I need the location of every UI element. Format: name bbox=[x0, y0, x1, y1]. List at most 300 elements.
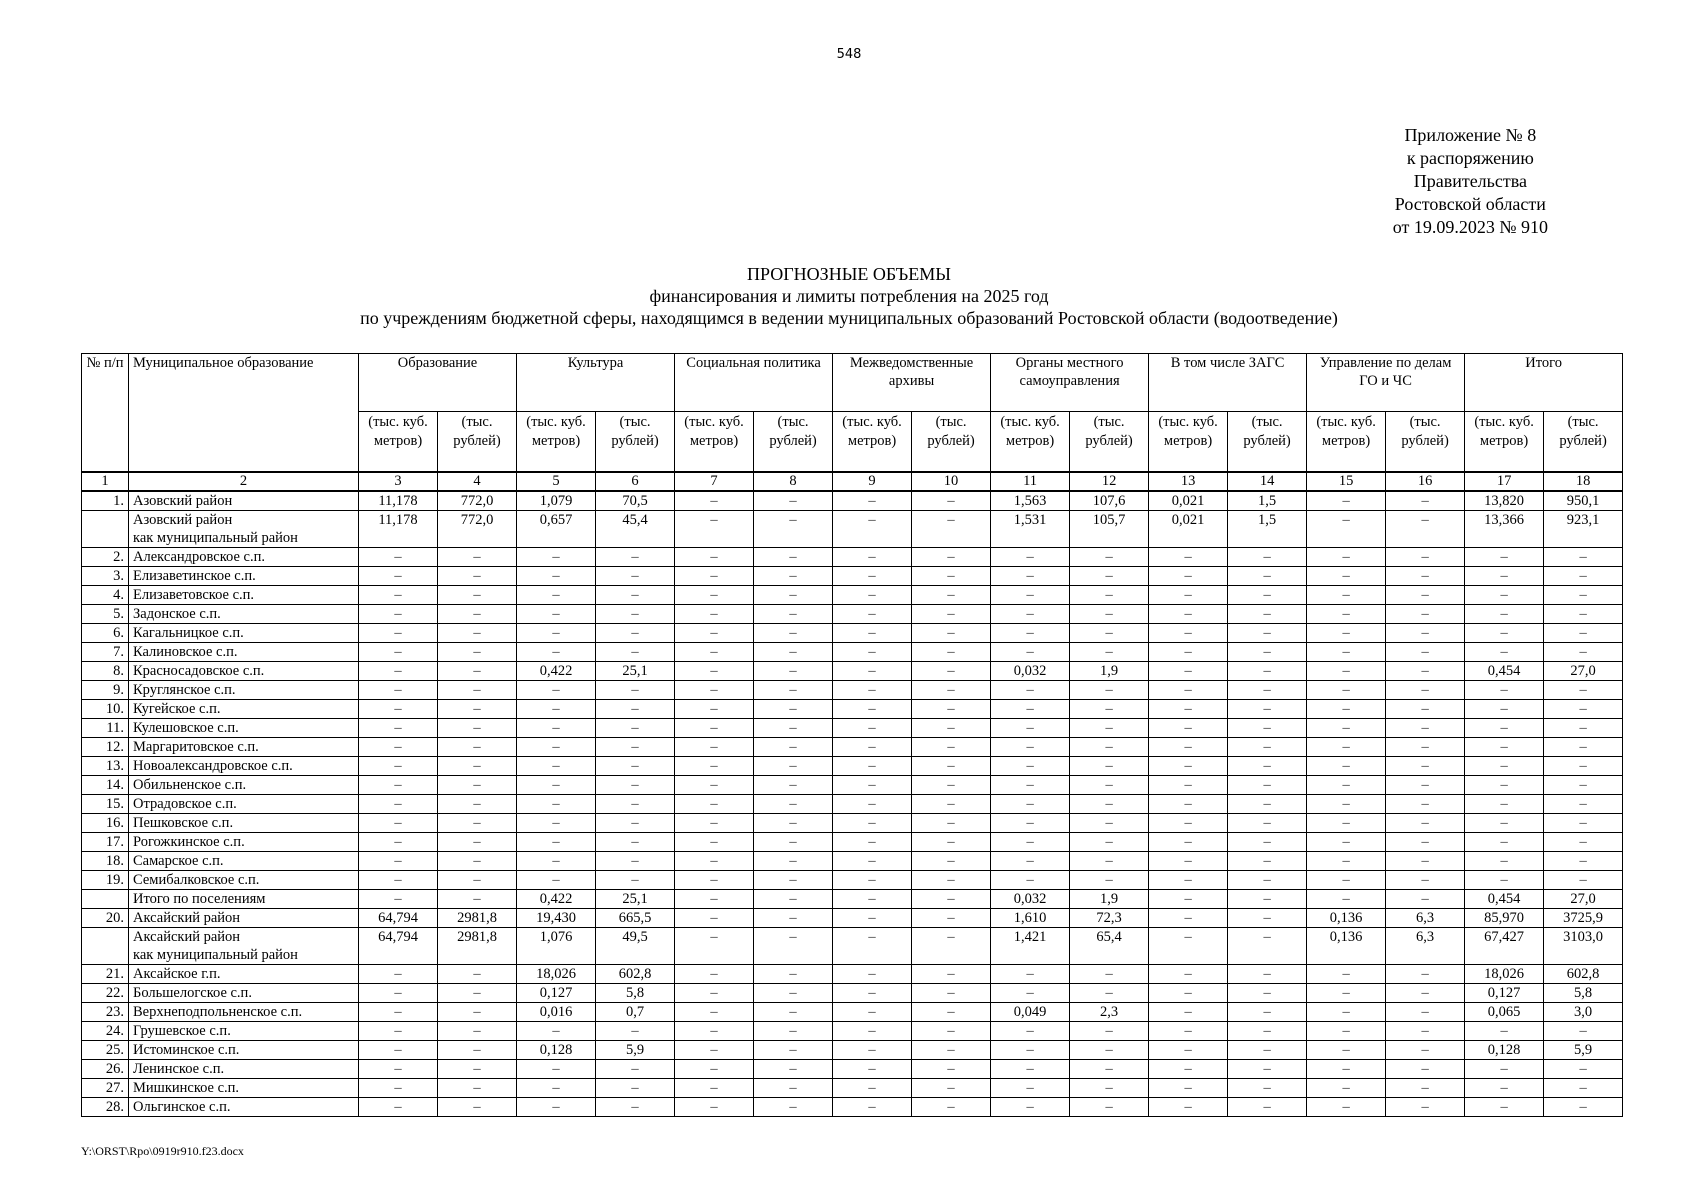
value-cell: – bbox=[675, 794, 754, 813]
value-cell: – bbox=[833, 832, 912, 851]
value-cell: 67,427 bbox=[1465, 927, 1544, 964]
value-cell: – bbox=[833, 661, 912, 680]
value-cell: 5,9 bbox=[596, 1040, 675, 1059]
row-number: 14. bbox=[82, 775, 129, 794]
header-group: Культура bbox=[517, 354, 675, 412]
value-cell: – bbox=[754, 1002, 833, 1021]
value-cell: – bbox=[833, 964, 912, 983]
header-municipality: Муниципальное образование bbox=[129, 354, 359, 472]
value-cell: – bbox=[912, 794, 991, 813]
value-cell: 6,3 bbox=[1386, 927, 1465, 964]
value-cell: – bbox=[359, 661, 438, 680]
value-cell: – bbox=[1544, 642, 1623, 661]
value-cell: – bbox=[1307, 983, 1386, 1002]
value-cell: – bbox=[517, 1097, 596, 1116]
value-cell: – bbox=[596, 718, 675, 737]
value-cell: 105,7 bbox=[1070, 510, 1149, 547]
value-cell: – bbox=[1070, 813, 1149, 832]
value-cell: – bbox=[359, 964, 438, 983]
value-cell: – bbox=[1544, 756, 1623, 775]
value-cell: – bbox=[596, 1078, 675, 1097]
value-cell: 107,6 bbox=[1070, 491, 1149, 511]
value-cell: – bbox=[912, 1097, 991, 1116]
value-cell: – bbox=[1228, 623, 1307, 642]
value-cell: – bbox=[1149, 983, 1228, 1002]
row-number: 27. bbox=[82, 1078, 129, 1097]
value-cell: – bbox=[596, 832, 675, 851]
value-cell: – bbox=[833, 889, 912, 908]
value-cell: – bbox=[1228, 1097, 1307, 1116]
column-number: 17 bbox=[1465, 472, 1544, 491]
value-cell: – bbox=[1070, 623, 1149, 642]
value-cell: – bbox=[991, 1097, 1070, 1116]
value-cell: – bbox=[1149, 1040, 1228, 1059]
value-cell: – bbox=[1149, 927, 1228, 964]
value-cell: – bbox=[1149, 737, 1228, 756]
table-row bbox=[82, 1097, 1623, 1116]
value-cell: – bbox=[1386, 737, 1465, 756]
value-cell: – bbox=[1228, 870, 1307, 889]
appendix-line: Правительства bbox=[1413, 171, 1527, 191]
municipality-name bbox=[129, 851, 359, 870]
column-number: 3 bbox=[359, 472, 438, 491]
value-cell: – bbox=[1307, 889, 1386, 908]
value-cell: 18,026 bbox=[517, 964, 596, 983]
value-cell: – bbox=[912, 908, 991, 927]
value-cell: – bbox=[1228, 813, 1307, 832]
value-cell: – bbox=[438, 832, 517, 851]
municipality-name-line: Аксайский район bbox=[133, 909, 241, 926]
value-cell: – bbox=[1228, 1040, 1307, 1059]
value-cell: – bbox=[1386, 661, 1465, 680]
value-cell: – bbox=[754, 585, 833, 604]
value-cell: – bbox=[1544, 870, 1623, 889]
value-cell: – bbox=[1386, 623, 1465, 642]
value-cell: – bbox=[517, 794, 596, 813]
municipality-name-line: Кулешовское с.п. bbox=[133, 719, 239, 736]
value-cell: – bbox=[754, 851, 833, 870]
value-cell: – bbox=[675, 510, 754, 547]
value-cell: – bbox=[675, 585, 754, 604]
row-number: 20. bbox=[82, 908, 129, 927]
value-cell: – bbox=[1307, 756, 1386, 775]
value-cell: – bbox=[675, 813, 754, 832]
value-cell: – bbox=[833, 699, 912, 718]
row-number: 3. bbox=[82, 566, 129, 585]
appendix-line: от 19.09.2023 № 910 bbox=[1392, 217, 1548, 237]
value-cell: – bbox=[1070, 585, 1149, 604]
column-number: 15 bbox=[1307, 472, 1386, 491]
value-cell: – bbox=[517, 642, 596, 661]
value-cell: – bbox=[991, 642, 1070, 661]
value-cell: – bbox=[754, 642, 833, 661]
value-cell: – bbox=[596, 566, 675, 585]
value-cell: – bbox=[359, 566, 438, 585]
value-cell: – bbox=[359, 1078, 438, 1097]
value-cell: – bbox=[359, 718, 438, 737]
value-cell: – bbox=[438, 661, 517, 680]
table-row bbox=[82, 983, 1623, 1002]
row-number: 6. bbox=[82, 623, 129, 642]
value-cell: – bbox=[1307, 1021, 1386, 1040]
value-cell: 85,970 bbox=[1465, 908, 1544, 927]
value-cell: – bbox=[359, 1002, 438, 1021]
value-cell: – bbox=[1070, 680, 1149, 699]
value-cell: – bbox=[596, 1021, 675, 1040]
value-cell: – bbox=[1544, 813, 1623, 832]
value-cell: – bbox=[991, 832, 1070, 851]
value-cell: – bbox=[438, 1078, 517, 1097]
municipality-name bbox=[129, 1021, 359, 1040]
value-cell: – bbox=[833, 623, 912, 642]
municipality-name-line: Большелогское с.п. bbox=[133, 984, 252, 1001]
value-cell: – bbox=[1386, 491, 1465, 511]
value-cell: – bbox=[675, 566, 754, 585]
value-cell: 5,9 bbox=[1544, 1040, 1623, 1059]
value-cell: – bbox=[675, 983, 754, 1002]
value-cell: 0,065 bbox=[1465, 1002, 1544, 1021]
header-unit: (тыс. куб. метров) bbox=[1149, 412, 1228, 472]
municipality-name-line: Александровское с.п. bbox=[133, 548, 265, 565]
value-cell: – bbox=[1228, 851, 1307, 870]
title-line: ПРОГНОЗНЫЕ ОБЪЕМЫ bbox=[747, 264, 951, 284]
municipality-name bbox=[129, 491, 359, 511]
value-cell: – bbox=[1228, 547, 1307, 566]
value-cell: 3,0 bbox=[1544, 1002, 1623, 1021]
municipality-name bbox=[129, 661, 359, 680]
value-cell: 0,021 bbox=[1149, 491, 1228, 511]
file-path: Y:\ORST\Rpo\0919r910.f23.docx bbox=[81, 1144, 244, 1158]
table-row bbox=[82, 718, 1623, 737]
table-row bbox=[82, 832, 1623, 851]
row-number bbox=[82, 927, 129, 964]
value-cell: 5,8 bbox=[1544, 983, 1623, 1002]
value-cell: – bbox=[1070, 642, 1149, 661]
value-cell: – bbox=[1465, 756, 1544, 775]
value-cell: – bbox=[991, 870, 1070, 889]
row-number: 13. bbox=[82, 756, 129, 775]
municipality-name bbox=[129, 1097, 359, 1116]
value-cell: – bbox=[675, 1021, 754, 1040]
value-cell: – bbox=[991, 604, 1070, 623]
municipality-name bbox=[129, 794, 359, 813]
header-unit: (тыс. рублей) bbox=[1070, 412, 1149, 472]
value-cell: – bbox=[754, 1078, 833, 1097]
value-cell: – bbox=[596, 775, 675, 794]
value-cell: – bbox=[912, 1040, 991, 1059]
value-cell: – bbox=[1465, 623, 1544, 642]
municipality-name-line: Азовский район bbox=[133, 511, 233, 528]
value-cell: 772,0 bbox=[438, 491, 517, 511]
value-cell: – bbox=[912, 983, 991, 1002]
value-cell: – bbox=[1070, 851, 1149, 870]
value-cell: – bbox=[675, 775, 754, 794]
municipality-name-line: Отрадовское с.п. bbox=[133, 795, 237, 812]
value-cell: – bbox=[438, 547, 517, 566]
value-cell: – bbox=[1544, 794, 1623, 813]
value-cell: – bbox=[991, 585, 1070, 604]
value-cell: – bbox=[1149, 964, 1228, 983]
value-cell: 602,8 bbox=[1544, 964, 1623, 983]
value-cell: – bbox=[912, 870, 991, 889]
value-cell: – bbox=[1228, 794, 1307, 813]
value-cell: – bbox=[1228, 737, 1307, 756]
value-cell: – bbox=[675, 680, 754, 699]
value-cell: – bbox=[991, 964, 1070, 983]
municipality-name-line: Калиновское с.п. bbox=[133, 643, 238, 660]
row-number bbox=[82, 889, 129, 908]
value-cell: – bbox=[438, 983, 517, 1002]
value-cell: – bbox=[754, 1040, 833, 1059]
value-cell: – bbox=[1307, 566, 1386, 585]
value-cell: – bbox=[1070, 832, 1149, 851]
value-cell: – bbox=[1307, 699, 1386, 718]
table-row bbox=[82, 889, 1623, 908]
value-cell: – bbox=[1465, 1059, 1544, 1078]
value-cell: – bbox=[517, 585, 596, 604]
value-cell: – bbox=[675, 661, 754, 680]
value-cell: – bbox=[912, 604, 991, 623]
value-cell: – bbox=[1465, 870, 1544, 889]
value-cell: – bbox=[1465, 1097, 1544, 1116]
value-cell: – bbox=[754, 661, 833, 680]
value-cell: – bbox=[359, 1021, 438, 1040]
municipality-name-line: Новоалександровское с.п. bbox=[133, 757, 293, 774]
value-cell: – bbox=[833, 794, 912, 813]
column-number: 5 bbox=[517, 472, 596, 491]
value-cell: – bbox=[1149, 1078, 1228, 1097]
value-cell: – bbox=[1465, 718, 1544, 737]
value-cell: 0,454 bbox=[1465, 661, 1544, 680]
municipality-name-line: Мишкинское с.п. bbox=[133, 1079, 240, 1096]
value-cell: – bbox=[1544, 775, 1623, 794]
value-cell: – bbox=[1307, 794, 1386, 813]
appendix-line: Ростовской области bbox=[1394, 194, 1546, 214]
value-cell: 6,3 bbox=[1386, 908, 1465, 927]
title-line: финансирования и лимиты потребления на 2025 год bbox=[649, 286, 1049, 306]
value-cell: – bbox=[596, 642, 675, 661]
value-cell: – bbox=[675, 642, 754, 661]
value-cell: – bbox=[991, 813, 1070, 832]
value-cell: – bbox=[675, 623, 754, 642]
value-cell: – bbox=[1307, 661, 1386, 680]
value-cell: – bbox=[754, 756, 833, 775]
value-cell: 1,563 bbox=[991, 491, 1070, 511]
municipality-name bbox=[129, 642, 359, 661]
value-cell: – bbox=[991, 775, 1070, 794]
value-cell: – bbox=[833, 927, 912, 964]
value-cell: – bbox=[1386, 1097, 1465, 1116]
value-cell: – bbox=[675, 889, 754, 908]
value-cell: – bbox=[754, 832, 833, 851]
municipality-name bbox=[129, 737, 359, 756]
value-cell: – bbox=[675, 870, 754, 889]
value-cell: – bbox=[833, 1002, 912, 1021]
header-group: Социальная политика bbox=[675, 354, 833, 412]
value-cell: – bbox=[1465, 699, 1544, 718]
value-cell: – bbox=[359, 1040, 438, 1059]
value-cell: – bbox=[596, 699, 675, 718]
value-cell: – bbox=[991, 756, 1070, 775]
value-cell: – bbox=[754, 510, 833, 547]
value-cell: 11,178 bbox=[359, 491, 438, 511]
value-cell: – bbox=[438, 889, 517, 908]
value-cell: – bbox=[1149, 870, 1228, 889]
row-number: 2. bbox=[82, 547, 129, 566]
header-unit: (тыс. куб. метров) bbox=[1465, 412, 1544, 472]
row-number: 8. bbox=[82, 661, 129, 680]
row-number: 28. bbox=[82, 1097, 129, 1116]
municipality-name bbox=[129, 908, 359, 927]
municipality-name bbox=[129, 699, 359, 718]
value-cell: – bbox=[359, 642, 438, 661]
value-cell: – bbox=[1465, 604, 1544, 623]
value-cell: – bbox=[912, 566, 991, 585]
value-cell: – bbox=[754, 604, 833, 623]
value-cell: – bbox=[833, 491, 912, 511]
row-number: 5. bbox=[82, 604, 129, 623]
value-cell: – bbox=[1544, 585, 1623, 604]
value-cell: – bbox=[833, 983, 912, 1002]
value-cell: 72,3 bbox=[1070, 908, 1149, 927]
value-cell: – bbox=[833, 547, 912, 566]
value-cell: – bbox=[1228, 661, 1307, 680]
municipality-name bbox=[129, 1040, 359, 1059]
value-cell: – bbox=[359, 585, 438, 604]
table-row bbox=[82, 699, 1623, 718]
value-cell: 45,4 bbox=[596, 510, 675, 547]
value-cell: – bbox=[675, 491, 754, 511]
value-cell: – bbox=[438, 718, 517, 737]
value-cell: 3103,0 bbox=[1544, 927, 1623, 964]
municipality-name bbox=[129, 1002, 359, 1021]
municipality-name-line: Самарское с.п. bbox=[133, 852, 224, 869]
value-cell: – bbox=[1386, 756, 1465, 775]
column-number: 11 bbox=[991, 472, 1070, 491]
value-cell: – bbox=[1386, 547, 1465, 566]
value-cell: – bbox=[675, 604, 754, 623]
value-cell: – bbox=[833, 642, 912, 661]
value-cell: – bbox=[1307, 642, 1386, 661]
value-cell: – bbox=[833, 1078, 912, 1097]
value-cell: – bbox=[517, 756, 596, 775]
value-cell: – bbox=[596, 604, 675, 623]
value-cell: – bbox=[1307, 1040, 1386, 1059]
value-cell: – bbox=[912, 661, 991, 680]
value-cell: – bbox=[517, 547, 596, 566]
municipality-name-line: Елизаветинское с.п. bbox=[133, 567, 256, 584]
value-cell: 1,9 bbox=[1070, 889, 1149, 908]
value-cell: – bbox=[1149, 604, 1228, 623]
value-cell: – bbox=[1386, 794, 1465, 813]
value-cell: – bbox=[754, 491, 833, 511]
value-cell: – bbox=[754, 964, 833, 983]
value-cell: – bbox=[754, 680, 833, 699]
value-cell: – bbox=[1070, 1097, 1149, 1116]
municipality-name-line: Семибалковское с.п. bbox=[133, 871, 260, 888]
data-table bbox=[81, 353, 1623, 1117]
value-cell: – bbox=[1465, 794, 1544, 813]
table-row bbox=[82, 775, 1623, 794]
municipality-name-line: Рогожкинское с.п. bbox=[133, 833, 245, 850]
value-cell: – bbox=[1307, 491, 1386, 511]
value-cell: – bbox=[1307, 680, 1386, 699]
value-cell: 0,127 bbox=[517, 983, 596, 1002]
value-cell: – bbox=[1386, 699, 1465, 718]
value-cell: – bbox=[1386, 1040, 1465, 1059]
value-cell: – bbox=[833, 718, 912, 737]
municipality-name bbox=[129, 718, 359, 737]
value-cell: – bbox=[1386, 983, 1465, 1002]
municipality-name bbox=[129, 1078, 359, 1097]
value-cell: – bbox=[1386, 585, 1465, 604]
value-cell: – bbox=[1386, 1002, 1465, 1021]
value-cell: – bbox=[833, 813, 912, 832]
column-number: 16 bbox=[1386, 472, 1465, 491]
table-row bbox=[82, 737, 1623, 756]
header-unit: (тыс. рублей) bbox=[1386, 412, 1465, 472]
value-cell: – bbox=[1149, 813, 1228, 832]
value-cell: – bbox=[1307, 1059, 1386, 1078]
value-cell: 13,820 bbox=[1465, 491, 1544, 511]
row-number: 22. bbox=[82, 983, 129, 1002]
value-cell: – bbox=[675, 832, 754, 851]
value-cell: – bbox=[1149, 680, 1228, 699]
header-unit: (тыс. куб. метров) bbox=[517, 412, 596, 472]
value-cell: – bbox=[675, 1059, 754, 1078]
value-cell: – bbox=[596, 756, 675, 775]
value-cell: – bbox=[754, 1021, 833, 1040]
value-cell: – bbox=[754, 813, 833, 832]
value-cell: – bbox=[675, 547, 754, 566]
value-cell: 0,032 bbox=[991, 661, 1070, 680]
header-group: Межведомственные архивы bbox=[833, 354, 991, 412]
table-row bbox=[82, 642, 1623, 661]
value-cell: – bbox=[1544, 1059, 1623, 1078]
value-cell: – bbox=[833, 1040, 912, 1059]
value-cell: – bbox=[1228, 718, 1307, 737]
row-number: 10. bbox=[82, 699, 129, 718]
header-unit: (тыс. куб. метров) bbox=[1307, 412, 1386, 472]
value-cell: – bbox=[596, 547, 675, 566]
row-number: 23. bbox=[82, 1002, 129, 1021]
value-cell: – bbox=[675, 699, 754, 718]
value-cell: – bbox=[912, 775, 991, 794]
value-cell: – bbox=[1228, 1021, 1307, 1040]
value-cell: – bbox=[1070, 1059, 1149, 1078]
value-cell: 27,0 bbox=[1544, 889, 1623, 908]
value-cell: 25,1 bbox=[596, 889, 675, 908]
row-number: 15. bbox=[82, 794, 129, 813]
table-row bbox=[82, 623, 1623, 642]
value-cell: – bbox=[1465, 1021, 1544, 1040]
value-cell: – bbox=[912, 510, 991, 547]
value-cell: 0,422 bbox=[517, 889, 596, 908]
value-cell: – bbox=[1149, 851, 1228, 870]
value-cell: – bbox=[912, 927, 991, 964]
row-number: 1. bbox=[82, 491, 129, 511]
value-cell: – bbox=[675, 1040, 754, 1059]
value-cell: 1,079 bbox=[517, 491, 596, 511]
municipality-name-line: Итого по поселениям bbox=[133, 890, 266, 907]
column-number: 18 bbox=[1544, 472, 1623, 491]
table-row bbox=[82, 1040, 1623, 1059]
municipality-name bbox=[129, 604, 359, 623]
value-cell: – bbox=[1228, 964, 1307, 983]
value-cell: – bbox=[991, 1078, 1070, 1097]
value-cell: – bbox=[912, 718, 991, 737]
value-cell: – bbox=[596, 870, 675, 889]
